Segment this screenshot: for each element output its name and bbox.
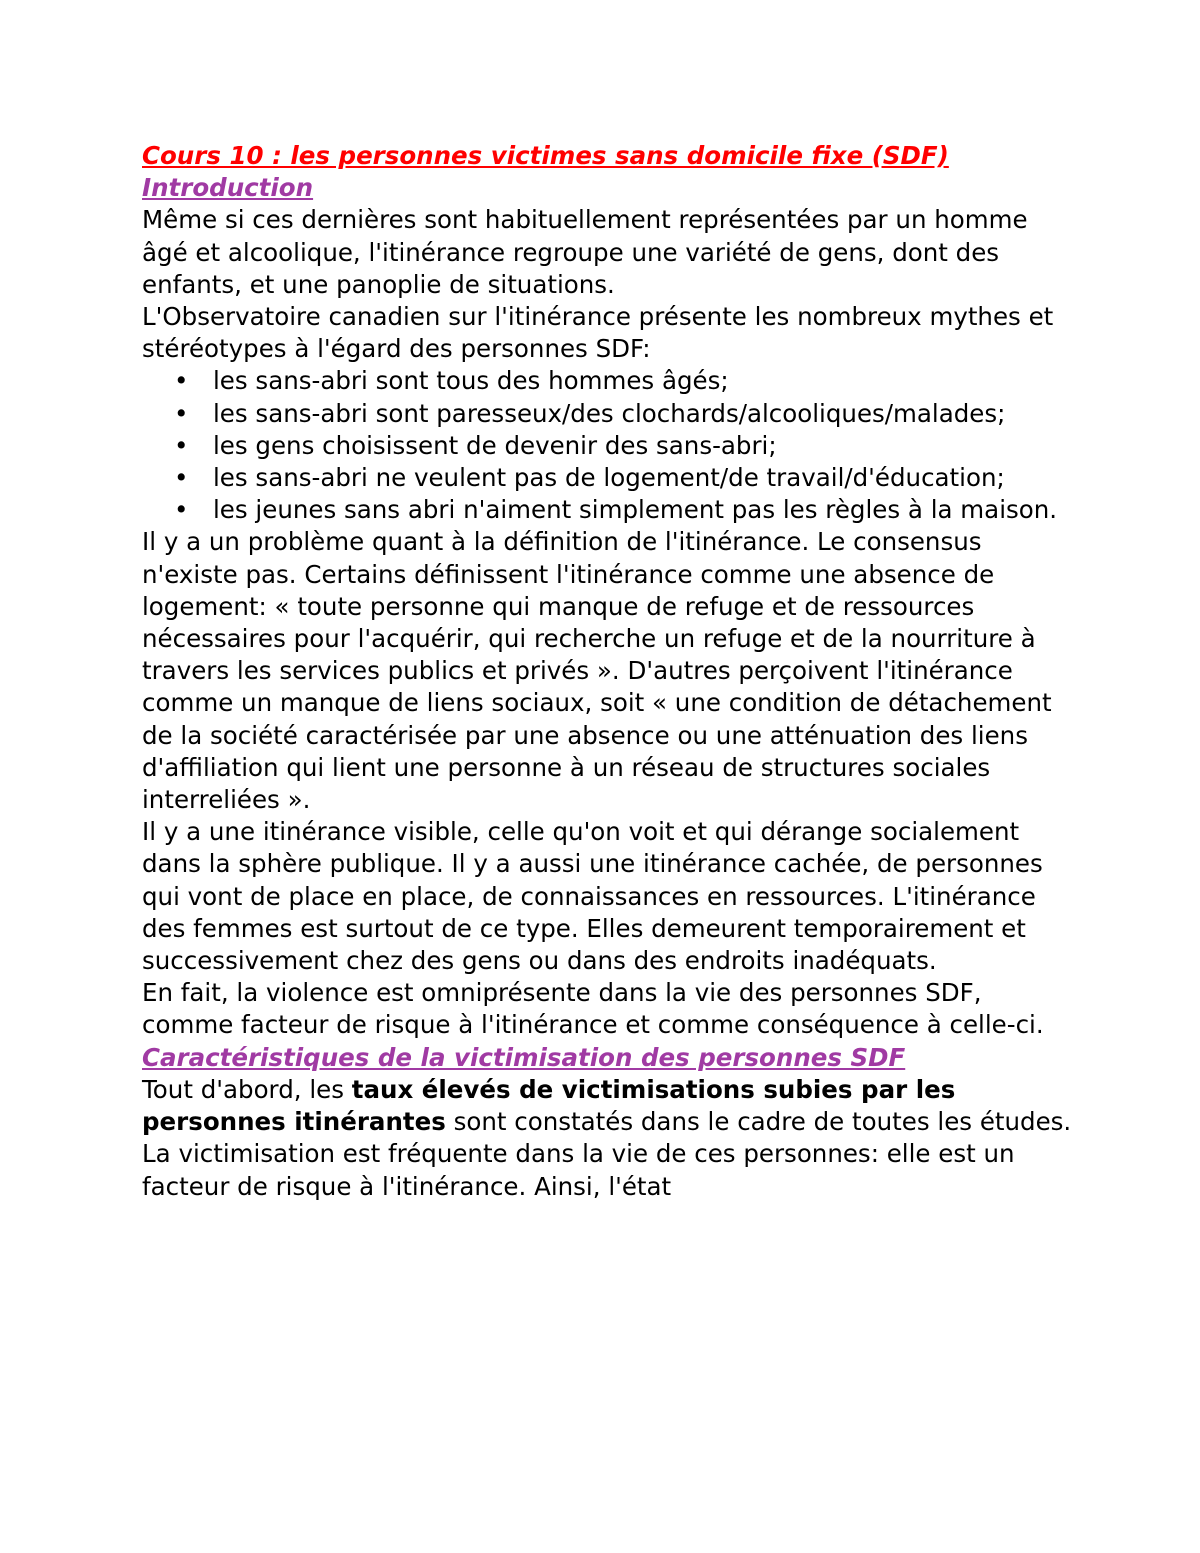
bullet-icon: • xyxy=(174,495,189,525)
list-item-text: les sans-abri sont tous des hommes âgés; xyxy=(213,366,729,396)
list-item xyxy=(142,462,1072,494)
document-page xyxy=(142,140,1072,1203)
list-item-text: les sans-abri sont paresseux/des clochards/alcooliques/malades; xyxy=(213,398,1006,428)
document-title: Cours 10 : les personnes victimes sans domicile fixe (SDF) xyxy=(142,141,949,170)
visible-homelessness-paragraph: Il y a une itinérance visible, celle qu'on voit et qui dérange socialement dans la sphère publique. Il y a aussi une itinérance cachée, de personnes qui vont de place en place, de connaissances en ressources. L'itinérance des femmes est surtout de ce type. Elles demeurent temporairement et successivement chez des gens ou dans des endroits inadéquats. xyxy=(142,817,1043,976)
paragraph-lead-text: Tout d'abord, les xyxy=(142,1074,352,1104)
definition-paragraph: Il y a un problème quant à la définition de l'itinérance. Le consensus n'existe pas. Certains définissent l'itinérance comme une absence de logement: « toute personne qui manque de refuge et de ressources nécessaires pour l'acquérir, qui recherche un refuge et de la nourriture à travers les services publics et privés ». D'autres perçoivent l'itinérance comme un manque de liens sociaux, soit « une condition de détachement de la société caractérisée par une absence ou une atténuation des liens d'affiliation qui lient une personne à un réseau de structures sociales interreliées ». xyxy=(142,527,1052,815)
section-heading-characteristics: Caractéristiques de la victimisation des personnes SDF xyxy=(142,1042,906,1072)
violence-paragraph: En fait, la violence est omniprésente dans la vie des personnes SDF, comme facteur de risque à l'itinérance et comme conséquence à celle-ci. xyxy=(142,978,1044,1040)
paragraph-rest-text: sont constatés dans le cadre de toutes les études. La victimisation est fréquente dans la vie de ces personnes: elle est un facteur de risque à l'itinérance. Ainsi, l'état xyxy=(142,1107,1072,1201)
bullet-icon: • xyxy=(174,430,189,460)
intro-paragraph: Même si ces dernières sont habituellement représentées par un homme âgé et alcoolique, l'itinérance regroupe une variété de gens, dont des enfants, et une panoplie de situations. xyxy=(142,205,1028,299)
bullet-icon: • xyxy=(174,463,189,493)
victimization-paragraph xyxy=(142,1074,1072,1203)
list-item-text: les sans-abri ne veulent pas de logement/de travail/d'éducation; xyxy=(213,463,1005,493)
myths-list xyxy=(142,365,1072,526)
section-heading-introduction: Introduction xyxy=(142,173,314,203)
list-item xyxy=(142,430,1072,462)
bullet-icon: • xyxy=(174,366,189,396)
list-item-text: les jeunes sans abri n'aiment simplement pas les règles à la maison. xyxy=(213,495,1058,525)
paragraph-bold-text: taux élevés de victimisations subies par les personnes itinérantes xyxy=(142,1074,956,1137)
list-item-text: les gens choisissent de devenir des sans-abri; xyxy=(213,430,777,460)
observatoire-paragraph: L'Observatoire canadien sur l'itinérance présente les nombreux mythes et stéréotypes à l'égard des personnes SDF: xyxy=(142,302,1054,364)
list-item xyxy=(142,494,1072,526)
list-item xyxy=(142,398,1072,430)
list-item xyxy=(142,365,1072,397)
bullet-icon: • xyxy=(174,398,189,428)
